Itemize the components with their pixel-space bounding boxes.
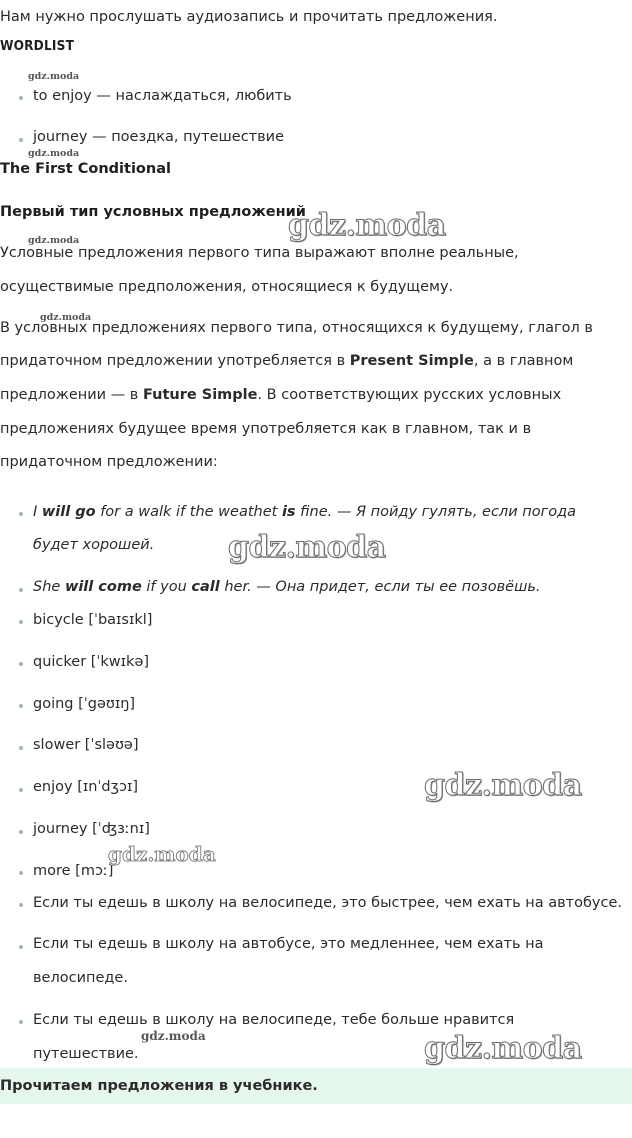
bullet [19,512,23,516]
watermark-small: gdz.moda [40,312,92,323]
bullet [19,830,23,834]
bullet [19,945,23,949]
intro-text: Нам нужно прослушать аудиозапись и прочитать предложения. [0,9,498,25]
watermark-small: gdz.moda [28,235,80,246]
paragraph-line: осуществимые предположения, относящиеся к будущему. [0,279,454,295]
sentence-item-continuation: путешествие. [33,1046,139,1062]
paragraph-line: придаточном предложении: [0,454,218,470]
transcription-item: going [ˈgəʊɪŋ] [33,696,136,712]
transcription-item: quicker [ˈkwɪkə] [33,654,150,670]
paragraph-line: предложениях будущее время употребляется как в главном, так и в [0,421,532,437]
transcription-item: journey [ˈʤɜːnɪ] [33,821,150,837]
bullet [19,96,23,100]
sentence-item: Если ты едешь в школу на автобусе, это медленнее, чем ехать на [33,936,544,952]
wordlist-title: WORDLIST [0,38,75,54]
sentence-item-continuation: велосипеде. [33,970,128,986]
section-title: The First Conditional [0,161,171,177]
watermark-small: gdz.moda [28,71,80,82]
paragraph-line: предложении — в Future Simple. В соответствующих русских условных [0,387,562,403]
bullet [19,704,23,708]
bullet [19,788,23,792]
transcription-item: bicycle [ˈbaɪsɪkl] [33,612,153,628]
example-sentence-continuation: будет хорошей. [33,537,155,553]
watermark-small: gdz.moda [28,148,80,159]
watermark-small: gdz.moda [141,1029,206,1043]
sentence-item: Если ты едешь в школу на велосипеде, это быстрее, чем ехать на автобусе. [33,895,623,911]
transcription-item: more [mɔː] [33,863,114,879]
transcription-item: slower [ˈsləʊə] [33,737,139,753]
bullet [19,662,23,666]
wordlist-item: to enjoy — наслаждаться, любить [33,88,292,104]
watermark-medium: gdz.moda [108,842,216,866]
paragraph-line: придаточном предложении употребляется в Present Simple, а в главном [0,353,574,369]
paragraph-line: В условных предложениях первого типа, относящихся к будущему, глагол в [0,320,593,336]
bullet [19,588,23,592]
bullet [19,138,23,142]
watermark-large: gdz.moda [288,208,446,243]
watermark-large: gdz.moda [424,1031,582,1066]
sentence-item: Если ты едешь в школу на велосипеде, тебе больше нравится [33,1012,515,1028]
wordlist-item: journey — поездка, путешествие [33,129,285,145]
transcription-item: enjoy [ɪnˈdʒɔɪ] [33,779,139,795]
bullet [19,1020,23,1024]
bullet [19,746,23,750]
subsection-title: Первый тип условных предложений [0,204,306,220]
example-sentence: I will go for a walk if the weathet is fine. — Я пойду гулять, если погода [33,504,576,520]
bullet [19,620,23,624]
bullet [19,871,23,875]
watermark-large: gdz.moda [228,530,386,565]
watermark-large: gdz.moda [424,768,582,803]
paragraph-line: Условные предложения первого типа выражают вполне реальные, [0,245,519,261]
example-sentence: She will come if you call her. — Она придет, если ты ее позовёшь. [33,579,541,595]
bullet [19,903,23,907]
footer-text: Прочитаем предложения в учебнике. [0,1078,318,1094]
